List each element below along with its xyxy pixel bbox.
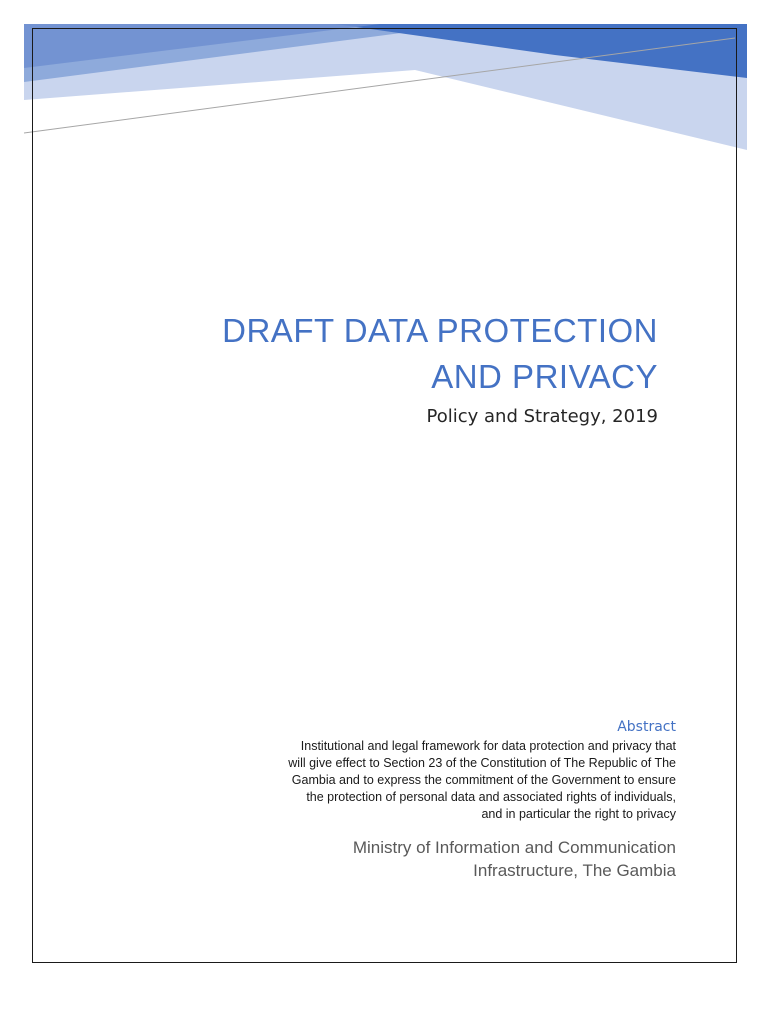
abstract-section	[156, 717, 676, 823]
abstract-line: Gambia and to express the commitment of the Government to ensure	[291, 773, 676, 787]
abstract-heading: Abstract	[617, 719, 676, 735]
publisher-line-2: Infrastructure, The Gambia	[473, 861, 676, 880]
title-block	[222, 308, 658, 430]
publisher-block	[353, 836, 676, 882]
abstract-line: Institutional and legal framework for data protection and privacy that	[300, 739, 676, 753]
document-title-line-2: AND PRIVACY	[431, 358, 658, 395]
abstract-line: and in particular the right to privacy	[481, 807, 676, 821]
document-subtitle: Policy and Strategy, 2019	[426, 406, 658, 427]
abstract-line: will give effect to Section 23 of the Constitution of The Republic of The	[288, 756, 676, 770]
document-title-line-1: DRAFT DATA PROTECTION	[222, 312, 658, 349]
abstract-line: the protection of personal data and associated rights of individuals,	[306, 790, 676, 804]
publisher-line-1: Ministry of Information and Communication	[352, 838, 676, 857]
